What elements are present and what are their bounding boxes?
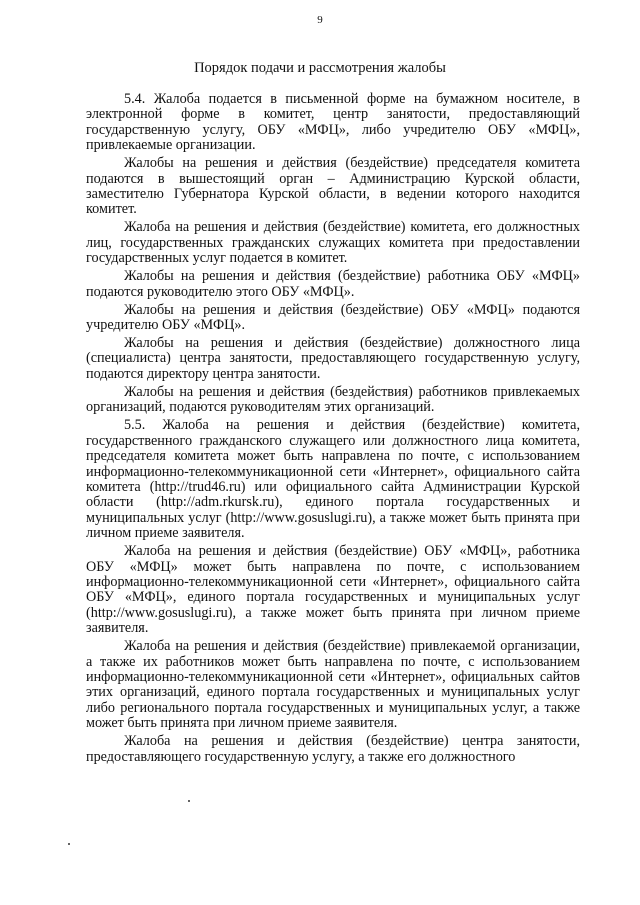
paragraph-organizations-complaints: Жалобы на решения и действия (бездействия) работников привлекаемых организаций, подаются руководителям этих организаций. (86, 383, 580, 416)
paragraph-chairman-complaints: Жалобы на решения и действия (бездействие) председателя комитета подаются в вышестоящий орган – Администрацию Курской области, заместителю Губернатора Курской области, в ведении которого находится комитет. (86, 155, 580, 218)
paragraph-mfc-worker-complaints: Жалобы на решения и действия (бездействие) работника ОБУ «МФЦ» подаются руководителю этого ОБУ «МФЦ». (86, 268, 580, 300)
paragraph-5-4: 5.4. Жалоба подается в письменной форме на бумажном носителе, в электронной форме в комитет, центр занятости, предоставляющий государственную услугу, ОБУ «МФЦ», либо учредителю ОБУ «МФЦ», привлекаемые организации. (86, 91, 580, 154)
section-heading: Порядок подачи и рассмотрения жалобы (194, 60, 446, 76)
paragraph-employment-center-submission: Жалоба на решения и действия (бездействие) центра занятости, предоставляющего государственную услугу, а также его должностного (86, 733, 580, 765)
paragraph-mfc-complaints: Жалобы на решения и действия (бездействие) ОБУ «МФЦ» подаются учредителю ОБУ «МФЦ». (86, 301, 580, 334)
paragraph-5-5: 5.5. Жалоба на решения и действия (бездействие) комитета, государственного гражданского служащего или должностного лица комитета, председателя комитета может быть направлена по почте, с использованием информационно-телекоммуникационной сети «Интернет», официального сайта комитета (http://trud46.ru) или официального сайта Администрации Курской области (http://adm.rkursk.ru), единого портала государственных и муниципальных услуг (http://www.gosuslugi.ru), а также может быть принята при личном приеме заявителя. (86, 417, 580, 542)
document-body (86, 92, 580, 768)
scan-speck (68, 843, 70, 845)
paragraph-committee-complaints: Жалоба на решения и действия (бездействие) комитета, его должностных лиц, государственных гражданских служащих комитета при предоставлении государственных услуг подается в комитет. (86, 219, 580, 267)
paragraph-employment-center-complaints: Жалобы на решения и действия (бездействие) должностного лица (специалиста) центра занятости, предоставляющего государственную услугу, подаются директору центра занятости. (86, 335, 580, 382)
paragraph-organization-submission: Жалоба на решения и действия (бездействие) привлекаемой организации, а также их работников может быть направлена по почте, с использованием информационно-телекоммуникационной сети «Интернет», официальных сайтов этих организаций, единого портала государственных и муниципальных услуг либо регионального портала государственных и муниципальных услуг, а также может быть принята при личном приеме заявителя. (86, 638, 580, 732)
paragraph-mfc-submission: Жалоба на решения и действия (бездействие) ОБУ «МФЦ», работника ОБУ «МФЦ» может быть направлена по почте, с использованием информационно-телекоммуникационной сети «Интернет», официального сайта ОБУ «МФЦ», единого портала государственных и муниципальных услуг (http://www.gosuslugi.ru), а также может быть принята при личном приеме заявителя. (86, 543, 580, 637)
page-number: 9 (317, 14, 323, 26)
scan-speck (188, 800, 190, 802)
